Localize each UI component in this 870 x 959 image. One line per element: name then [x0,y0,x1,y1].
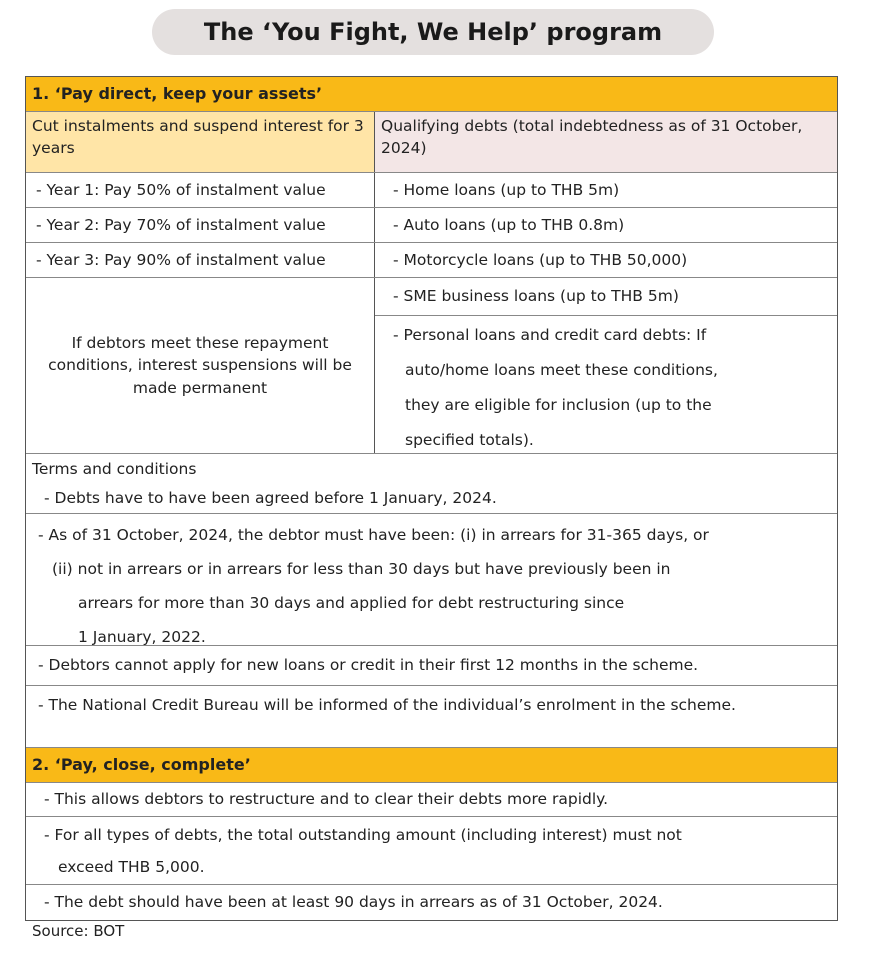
personal-loans-line-1: - Personal loans and credit card debts: If [393,326,707,344]
left-column-header: Cut instalments and suspend interest for 3 years [26,112,375,172]
debt-home-loans: - Home loans (up to THB 5m) [393,180,620,199]
instalment-year-3: - Year 3: Pay 90% of instalment value [26,243,375,277]
source-note: Source: BOT [32,922,125,940]
section1-heading-row [26,77,837,111]
total-outstanding-line-2: exceed THB 5,000. [58,858,205,876]
section2-item-arrears [26,884,837,920]
section2-item-restructure [26,782,837,816]
debt-sme-loans: - SME business loans (up to THB 5m) [393,287,679,306]
section2-heading: 2. ‘Pay, close, complete’ [26,748,837,782]
term-credit-bureau: - The National Credit Bureau will be informed of the individual’s enrolment in the scheme. [26,685,837,747]
restructure-text: - This allows debtors to restructure and to clear their debts more rapidly. [44,790,609,809]
debt-personal-loans [375,315,837,453]
term-arrears-line-2: (ii) not in arrears or in arrears for less than 30 days but have previously been in [52,560,671,578]
personal-loans-line-3: they are eligible for inclusion (up to the [405,396,712,414]
term-arrears-line-4: 1 January, 2022. [78,628,206,646]
term-arrears-line-1: - As of 31 October, 2024, the debtor must have been: (i) in arrears for 31-365 days, or [38,526,709,544]
debt-types-continued [375,278,837,453]
instalment-year-1: - Year 1: Pay 50% of instalment value [26,173,375,207]
program-table [25,76,838,921]
total-outstanding-line-1: - For all types of debts, the total outstanding amount (including interest) must not [44,826,682,844]
right-column-header: Qualifying debts (total indebtedness as of 31 October, 2024) [375,112,837,172]
permanent-suspension-note: If debtors meet these repayment conditions, interest suspensions will be made permanent [26,278,375,453]
merged-row [26,277,837,453]
term-agreed-before: - Debts have to have been agreed before 1 January, 2024. [44,489,497,507]
term-no-new-credit: - Debtors cannot apply for new loans or credit in their first 12 months in the scheme. [26,645,837,685]
debt-motorcycle-loans: - Motorcycle loans (up to THB 50,000) [393,250,688,269]
term-arrears [26,513,837,645]
section1-header-row [26,111,837,172]
debt-auto-loans: - Auto loans (up to THB 0.8m) [393,215,625,234]
table-row [26,242,837,277]
page-title: The ‘You Fight, We Help’ program [152,9,714,55]
personal-loans-line-2: auto/home loans meet these conditions, [405,361,718,379]
arrears-90-days-text: - The debt should have been at least 90 days in arrears as of 31 October, 2024. [44,893,663,912]
instalment-year-2: - Year 2: Pay 70% of instalment value [26,208,375,242]
section2-item-total [26,816,837,884]
term-arrears-line-3: arrears for more than 30 days and applied for debt restructuring since [78,594,625,612]
section1-heading: 1. ‘Pay direct, keep your assets’ [26,77,837,111]
section2-heading-row [26,747,837,782]
table-row [26,207,837,242]
table-row [26,172,837,207]
terms-title: Terms and conditions [32,460,197,478]
personal-loans-line-4: specified totals). [405,431,534,449]
terms-block [26,453,837,513]
